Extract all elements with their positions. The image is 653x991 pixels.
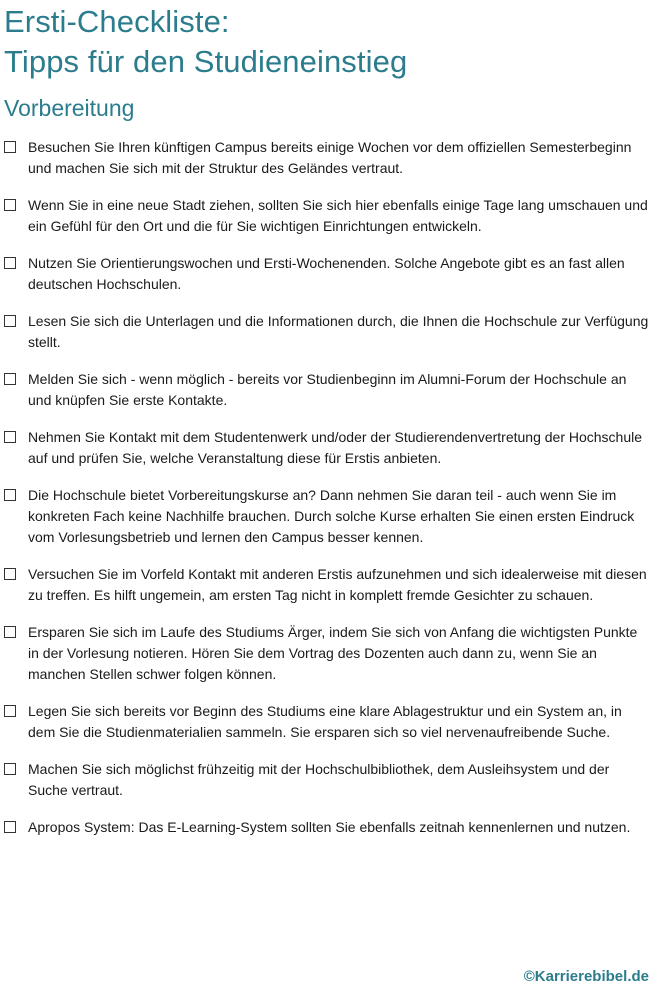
checkbox[interactable]	[4, 141, 16, 153]
checklist-item-text: Ersparen Sie sich im Laufe des Studiums Ärger, indem Sie sich von Anfang die wichtigsten Punkte in der Vorlesung notieren. Hören Sie dem Vortrag des Dozenten auch dann zu, wenn Sie an manchen Stellen schwer folgen können.	[28, 624, 638, 682]
checkbox[interactable]	[4, 315, 16, 327]
checklist-item	[4, 427, 649, 469]
checklist-item	[4, 369, 649, 411]
copyright-notice: ©Karrierebibel.de	[523, 968, 649, 985]
checkbox[interactable]	[4, 257, 16, 269]
checkbox[interactable]	[4, 373, 16, 385]
checkbox[interactable]	[4, 821, 16, 833]
checklist-item	[4, 195, 649, 237]
checklist-item	[4, 485, 649, 548]
checklist-item-text: Wenn Sie in eine neue Stadt ziehen, sollten Sie sich hier ebenfalls einige Tage lang umschauen und ein Gefühl für den Ort und die für Sie wichtigen Einrichtungen entwickeln.	[28, 197, 648, 234]
checkbox[interactable]	[4, 431, 16, 443]
checkbox[interactable]	[4, 705, 16, 717]
checklist-item	[4, 701, 649, 743]
page-title-line-2: Tipps für den Studieneinstieg	[4, 44, 408, 79]
checklist-item	[4, 759, 649, 801]
checklist-item-text: Nehmen Sie Kontakt mit dem Studentenwerk und/oder der Studierendenvertretung der Hochschule auf und prüfen Sie, welche Veranstaltung diese für Erstis anbieten.	[28, 429, 643, 466]
checklist-item	[4, 817, 649, 838]
checklist	[4, 137, 649, 854]
page-title-line-1: Ersti-Checkliste:	[4, 4, 230, 39]
checkbox[interactable]	[4, 489, 16, 501]
checkbox[interactable]	[4, 626, 16, 638]
checklist-item-text: Versuchen Sie im Vorfeld Kontakt mit anderen Erstis aufzunehmen und sich idealerweise mit diesen zu treffen. Es hilft ungemein, am ersten Tag nicht in komplett fremde Gesichter zu schauen.	[28, 566, 647, 603]
checkbox[interactable]	[4, 568, 16, 580]
checklist-item-text: Melden Sie sich - wenn möglich - bereits vor Studienbeginn im Alumni-Forum der Hochschule an und knüpfen Sie erste Kontakte.	[28, 371, 627, 408]
checklist-item-text: Apropos System: Das E-Learning-System sollten Sie ebenfalls zeitnah kennenlernen und nutzen.	[28, 819, 631, 835]
checkbox[interactable]	[4, 199, 16, 211]
checklist-item	[4, 137, 649, 179]
checklist-item-text: Die Hochschule bietet Vorbereitungskurse an? Dann nehmen Sie daran teil - auch wenn Sie im konkreten Fach keine Nachhilfe brauchen. Durch solche Kurse erhalten Sie einen ersten Eindruck vom Vorlesungsbetrieb und lernen den Campus besser kennen.	[28, 487, 635, 545]
checklist-item-text: Lesen Sie sich die Unterlagen und die Informationen durch, die Ihnen die Hochschule zur Verfügung stellt.	[28, 313, 649, 350]
checklist-item	[4, 311, 649, 353]
checklist-item	[4, 564, 649, 606]
checklist-item-text: Machen Sie sich möglichst frühzeitig mit der Hochschulbibliothek, dem Ausleihsystem und der Suche vertraut.	[28, 761, 610, 798]
checklist-item	[4, 253, 649, 295]
section-heading: Vorbereitung	[4, 95, 135, 121]
checklist-item-text: Legen Sie sich bereits vor Beginn des Studiums eine klare Ablagestruktur und ein System an, in dem Sie die Studienmaterialien sammeln. Sie ersparen sich so viel nervenaufreibende Suche.	[28, 703, 622, 740]
checklist-item	[4, 622, 649, 685]
checklist-item-text: Besuchen Sie Ihren künftigen Campus bereits einige Wochen vor dem offiziellen Semesterbeginn und machen Sie sich mit der Struktur des Geländes vertraut.	[28, 139, 632, 176]
checklist-item-text: Nutzen Sie Orientierungswochen und Ersti-Wochenenden. Solche Angebote gibt es an fast allen deutschen Hochschulen.	[28, 255, 625, 292]
page-title	[4, 2, 407, 82]
checkbox[interactable]	[4, 763, 16, 775]
